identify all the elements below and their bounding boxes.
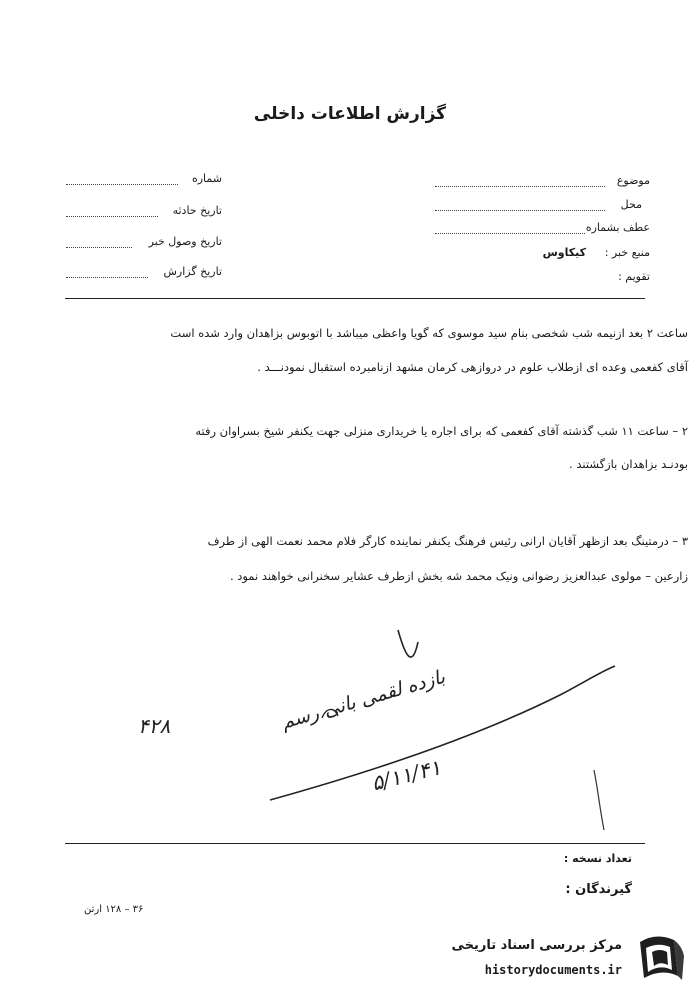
form-code: ۳۶ – ۱۲۸ ارتن xyxy=(84,904,144,915)
handwriting-strokes xyxy=(0,600,700,850)
paragraph-3-line-1: ۳ – درمتینگ بعد ازظهر آقایان ارانی رئیس فرهنگ یکنفر نماینده کارگر فلام محمد نعمت الهی از طرف xyxy=(207,534,688,548)
archive-url: historydocuments.ir xyxy=(484,963,622,977)
paragraph-3-line-2: زارعین – مولوی عبدالعزیز رضوانی ونیک محمد شه بخش ازطرف عشایر سخنرانی خواهند نمود . xyxy=(229,569,688,583)
place-label: محل xyxy=(620,198,642,211)
footer-divider xyxy=(65,843,645,844)
source-label: منبع خبر : xyxy=(604,246,650,259)
reference-label: عطف بشماره xyxy=(585,221,650,234)
header-divider xyxy=(65,298,645,299)
incident-date-label: تاریخ حادثه xyxy=(172,204,222,217)
subject-line xyxy=(435,186,605,187)
paragraph-2-line-2: بودنـد بزاهدان بازگشتند . xyxy=(569,457,688,471)
reference-line xyxy=(435,233,585,234)
incident-date-line xyxy=(66,216,158,217)
subject-label: موضوع xyxy=(616,174,650,187)
margin-number: ۴۲۸ xyxy=(138,714,171,738)
page-title: گزارش اطلاعات داخلی xyxy=(253,104,447,124)
number-label: شماره xyxy=(191,172,222,185)
handwritten-date: ۵/۱۱/۴۱ xyxy=(369,755,444,796)
recipients-label: گیرندگان : xyxy=(565,882,632,897)
archive-logo-icon xyxy=(634,932,688,986)
place-line xyxy=(435,210,605,211)
signature: بازده لقمی بانی رسم xyxy=(278,665,448,734)
report-date-label: تاریخ گزارش xyxy=(163,265,222,278)
paragraph-1-line-2: آقای کفعمی وعده ای ازطلاب علوم در دروازهی کرمان مشهد ازنامبرده استقبال نمودنـــد . xyxy=(257,360,688,374)
archive-name: مرکز بررسی اسناد تاریخی xyxy=(451,938,622,953)
assessment-label: تقویم : xyxy=(618,270,650,283)
received-date-label: تاریخ وصول خبر xyxy=(148,235,222,248)
number-line xyxy=(66,184,178,185)
copies-label: تعداد نسخه : xyxy=(563,852,632,865)
source-value: کیکاوس xyxy=(542,246,586,259)
paragraph-1-line-1: ساعت ۲ بعد ازنیمه شب شخصی بنام سید موسوی که گویا واعظی میباشد با اتوبوس بزاهدان وارد شده است xyxy=(170,326,688,340)
paragraph-2-line-1: ۲ – ساعت ۱۱ شب گذشته آقای کفعمی که برای اجاره یا خریداری منزلی جهت یکنفر شیخ بسراوان رفته xyxy=(195,424,688,438)
report-date-line xyxy=(66,277,148,278)
received-date-line xyxy=(66,247,132,248)
